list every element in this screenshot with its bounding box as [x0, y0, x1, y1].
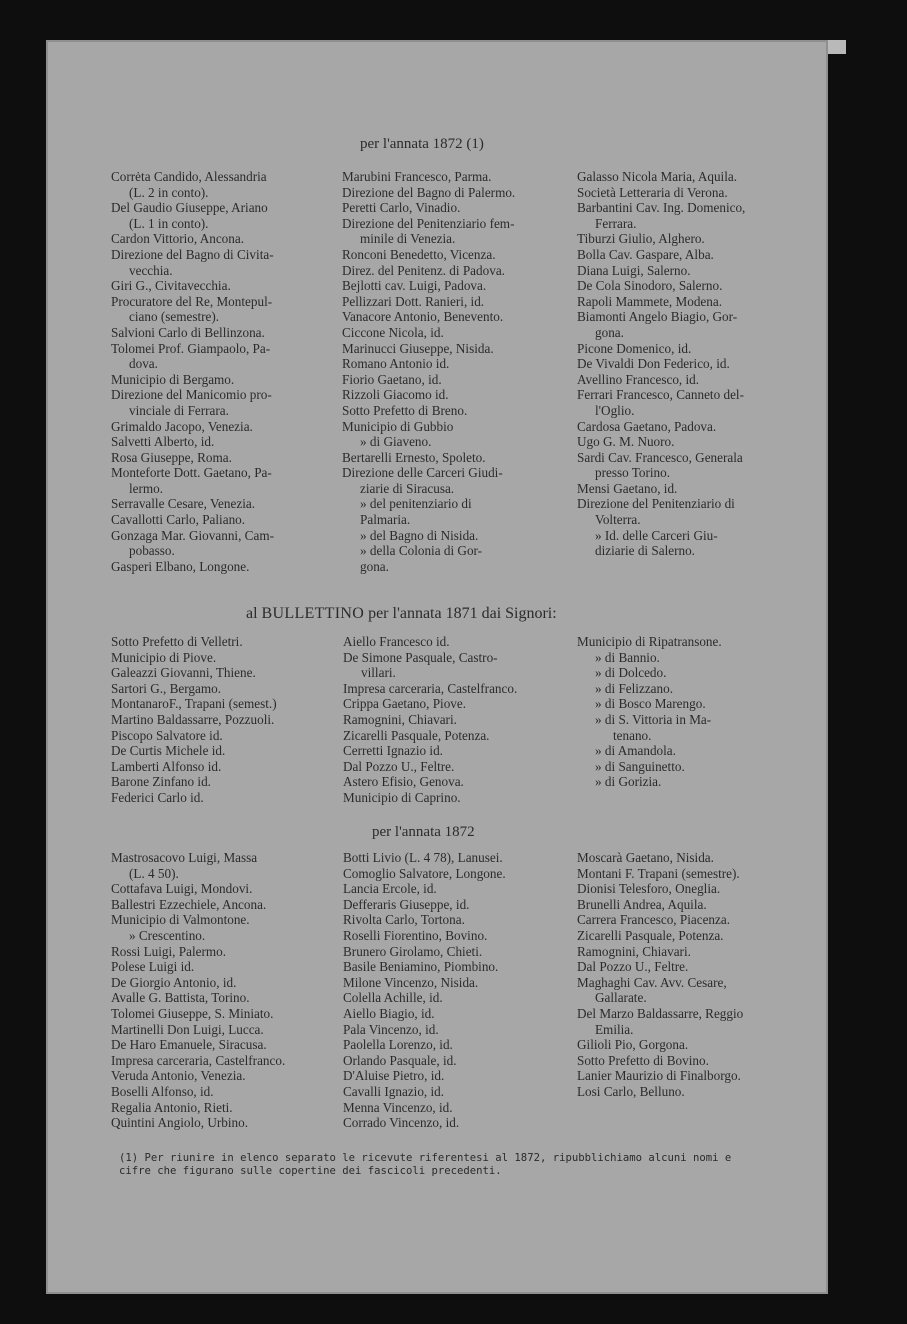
list-entry: Defferaris Giuseppe, id. [343, 896, 470, 912]
list-entry: » del Bagno di Nisida. [360, 527, 479, 543]
list-entry: Comoglio Salvatore, Longone. [343, 865, 506, 881]
list-entry: Gilioli Pio, Gorgona. [577, 1037, 689, 1053]
list-entry: Rivolta Carlo, Tortona. [343, 912, 465, 928]
list-entry: Corrėta Candido, Alessandria [111, 169, 267, 184]
list-entry: Palmaria. [360, 512, 411, 528]
list-entry: Gonzaga Mar. Giovanni, Cam- [111, 527, 274, 543]
list-entry: Gallarate. [595, 990, 647, 1006]
list-entry: Regalia Antonio, Rieti. [111, 1099, 233, 1115]
heading-prefix: al [246, 605, 262, 622]
list-entry: Procuratore del Re, Montepul- [111, 293, 273, 309]
list-entry: Volterra. [595, 512, 641, 528]
list-entry: Direz. del Penitenz. di Padova. [342, 262, 505, 278]
list-entry: Paolella Lorenzo, id. [343, 1037, 453, 1053]
list-entry: Corrado Vincenzo, id. [343, 1115, 460, 1131]
list-entry: Impresa carceraria, Castelfranco. [111, 1052, 286, 1068]
section-heading-1871 [246, 605, 557, 623]
list-entry: Emilia. [595, 1021, 634, 1037]
list-entry: » di Gorizia. [595, 774, 662, 790]
list-entry: l'Oglio. [595, 402, 635, 418]
list-entry: Ugo G. M. Nuoro. [577, 434, 675, 450]
list-entry: (L. 1 in conto). [129, 215, 209, 231]
list-entry: Cavalli Ignazio, id. [343, 1083, 445, 1099]
list-entry: Cavallotti Carlo, Paliano. [111, 512, 246, 528]
list-entry: Romano Antonio id. [342, 356, 450, 372]
list-entry: Martinelli Don Luigi, Lucca. [111, 1021, 264, 1037]
list-entry: Cerretti Ignazio id. [343, 743, 443, 759]
list-entry: Zicarelli Pasquale, Potenza. [577, 927, 724, 943]
list-entry: Dionisi Telesforo, Oneglia. [577, 881, 721, 897]
list-entry: Salvetti Alberto, id. [111, 434, 215, 450]
list-entry: Bolla Cav. Gaspare, Alba. [577, 246, 714, 262]
list-entry: De Curtis Michele id. [111, 743, 226, 759]
list-entry: Peretti Carlo, Vinadio. [342, 200, 461, 216]
list-entry: Impresa carceraria, Castelfranco. [343, 680, 518, 696]
list-entry: Cardosa Gaetano, Padova. [577, 418, 717, 434]
section-heading-1872-second: per l'annata 1872 [372, 824, 475, 840]
list-entry: Roselli Fiorentino, Bovino. [343, 927, 488, 943]
list-entry: Avellino Francesco, id. [577, 371, 700, 387]
list-entry: » della Colonia di Gor- [360, 543, 483, 559]
list-entry: Direzione del Manicomio pro- [111, 387, 272, 403]
list-entry: Gasperi Elbano, Longone. [111, 558, 250, 574]
list-entry: Basile Beniamino, Piombino. [343, 959, 499, 975]
list-entry: Direzione del Bagno di Civita- [111, 246, 274, 262]
list-entry: De Giorgio Antonio, id. [111, 974, 237, 990]
list-entry: Municipio di Gubbio [342, 418, 454, 434]
list-entry: Municipio di Ripatransone. [577, 634, 722, 649]
list-entry: Zicarelli Pasquale, Potenza. [343, 727, 490, 743]
list-entry: » di Felizzano. [595, 680, 674, 696]
list-entry: Direzione delle Carceri Giudi- [342, 465, 503, 481]
list-entry: Pellizzari Dott. Ranieri, id. [342, 293, 485, 309]
list-entry: Bertarelli Ernesto, Spoleto. [342, 449, 486, 465]
list-entry: Pala Vincenzo, id. [343, 1021, 439, 1037]
list-entry: Direzione del Penitenziario fem- [342, 215, 515, 231]
list-entry: Astero Efisio, Genova. [343, 774, 464, 790]
list-entry: De Simone Pasquale, Castro- [343, 649, 498, 665]
list-entry: » del penitenziario di [360, 496, 472, 512]
list-entry: Sardi Cav. Francesco, Generala [577, 449, 743, 465]
footnote-line: cifre che figurano sulle copertine dei fascicoli precedenti. [119, 1165, 502, 1177]
list-entry: vinciale di Ferrara. [129, 402, 229, 418]
list-entry: Monteforte Dott. Gaetano, Pa- [111, 465, 272, 481]
list-entry: Rossi Luigi, Palermo. [111, 943, 227, 959]
list-entry: (L. 2 in conto). [129, 184, 209, 200]
list-entry: Sotto Prefetto di Velletri. [111, 634, 243, 649]
list-entry: lermo. [129, 480, 164, 496]
list-entry: De Haro Emanuele, Siracusa. [111, 1037, 267, 1053]
list-entry: pobasso. [129, 543, 175, 559]
list-entry: Veruda Antonio, Venezia. [111, 1068, 246, 1084]
list-entry: Sotto Prefetto di Breno. [342, 402, 468, 418]
list-entry: Losi Carlo, Belluno. [577, 1083, 685, 1099]
list-entry: Ronconi Benedetto, Vicenza. [342, 246, 496, 262]
list-entry: Lanier Maurizio di Finalborgo. [577, 1068, 741, 1084]
list-entry: Polese Luigi id. [111, 959, 195, 975]
list-entry: Marinucci Giuseppe, Nisida. [342, 340, 494, 356]
list-entry: Galasso Nicola Maria, Aquila. [577, 169, 738, 184]
list-entry: Moscarà Gaetano, Nisida. [577, 850, 714, 865]
list-entry: » di Bannio. [595, 649, 660, 665]
list-entry: Serravalle Cesare, Venezia. [111, 496, 256, 512]
heading-bullettino: BULLETTINO [261, 605, 365, 622]
list-entry: Botti Livio (L. 4 78), Lanusei. [343, 850, 503, 865]
list-entry: Rizzoli Giacomo id. [342, 387, 449, 403]
list-entry: Municipio di Piove. [111, 649, 217, 665]
list-entry: Cardon Vittorio, Ancona. [111, 231, 245, 247]
list-entry: De Cola Sinodoro, Salerno. [577, 278, 723, 294]
list-entry: Ferrari Francesco, Canneto del- [577, 387, 744, 403]
list-entry: Ciccone Nicola, id. [342, 324, 444, 340]
list-entry: Biamonti Angelo Biagio, Gor- [577, 309, 738, 325]
list-entry: Barbantini Cav. Ing. Domenico, [577, 200, 746, 216]
list-entry: Ferrara. [595, 215, 637, 231]
list-entry: Del Gaudio Giuseppe, Ariano [111, 200, 268, 216]
list-entry: Lamberti Alfonso id. [111, 758, 222, 774]
list-entry: De Vivaldi Don Federico, id. [577, 356, 730, 372]
list-entry: Dal Pozzo U., Feltre. [343, 758, 455, 774]
list-entry: Boselli Alfonso, id. [111, 1083, 214, 1099]
list-entry: tenano. [613, 727, 652, 743]
list-entry: Milone Vincenzo, Nisida. [343, 974, 479, 990]
list-entry: Salvioni Carlo di Bellinzona. [111, 324, 265, 340]
list-entry: Municipio di Valmontone. [111, 912, 250, 928]
list-entry: minile di Venezia. [360, 231, 456, 247]
list-entry: Federici Carlo id. [111, 789, 204, 805]
list-entry: Marubini Francesco, Parma. [342, 169, 492, 184]
list-entry: » Id. delle Carceri Giu- [595, 527, 718, 543]
list-entry: Montani F. Trapani (semestre). [577, 865, 740, 881]
list-entry: Dal Pozzo U., Feltre. [577, 959, 689, 975]
list-entry: Crippa Gaetano, Piove. [343, 696, 467, 712]
list-entry: Picone Domenico, id. [577, 340, 692, 356]
list-entry: Diana Luigi, Salerno. [577, 262, 691, 278]
footnote [119, 1152, 809, 1178]
list-entry: Carrera Francesco, Piacenza. [577, 912, 731, 928]
list-entry: Maghaghi Cav. Avv. Cesare, [577, 974, 727, 990]
list-entry: vecchia. [129, 262, 173, 278]
mid-column-1 [111, 634, 341, 806]
list-entry: Piscopo Salvatore id. [111, 727, 223, 743]
heading-suffix: per l'annata 1871 dai Signori: [364, 605, 557, 622]
list-entry: Cottafava Luigi, Mondovi. [111, 881, 253, 897]
list-entry: Mensi Gaetano, id. [577, 480, 678, 496]
mid-column-3 [577, 634, 809, 790]
list-entry: gona. [595, 324, 624, 340]
list-entry: Tolomei Prof. Giampaolo, Pa- [111, 340, 271, 356]
list-entry: Bejlotti cav. Luigi, Padova. [342, 278, 487, 294]
list-entry: » di S. Vittoria in Ma- [595, 711, 712, 727]
list-entry: Aiello Francesco id. [343, 634, 450, 649]
list-entry: Lancia Ercole, id. [343, 881, 437, 897]
list-entry: MontanaroF., Trapani (semest.) [111, 696, 277, 712]
list-entry: Grimaldo Jacopo, Venezia. [111, 418, 253, 434]
section-heading-1872: per l'annata 1872 (1) [360, 136, 484, 152]
list-entry: Ramognini, Chiavari. [343, 711, 457, 727]
list-entry: Brunelli Andrea, Aquila. [577, 896, 707, 912]
list-entry: Colella Achille, id. [343, 990, 443, 1006]
list-entry: Ramognini, Chiavari. [577, 943, 691, 959]
list-entry: Municipio di Caprino. [343, 789, 461, 805]
list-entry: dova. [129, 356, 158, 372]
list-entry: Rosa Giuseppe, Roma. [111, 449, 232, 465]
list-entry: Tolomei Giuseppe, S. Miniato. [111, 1005, 274, 1021]
list-entry: Direzione del Penitenziario di [577, 496, 735, 512]
top-column-1 [111, 169, 341, 574]
list-entry: Sotto Prefetto di Bovino. [577, 1052, 709, 1068]
top-column-3 [577, 169, 809, 559]
footnote-line: (1) Per riunire in elenco separato le ricevute riferentesi al 1872, ripubblichiamo alcuni nomi e [119, 1152, 732, 1164]
list-entry: D'Aluise Pietro, id. [343, 1068, 445, 1084]
list-entry: Galeazzi Giovanni, Thiene. [111, 665, 256, 681]
mid-column-2 [343, 634, 575, 806]
list-entry: Direzione del Bagno di Palermo. [342, 184, 516, 200]
list-entry: presso Torino. [595, 465, 671, 481]
list-entry: Brunero Girolamo, Chieti. [343, 943, 483, 959]
list-entry: Quintini Angiolo, Urbino. [111, 1115, 249, 1131]
list-entry: Ballestri Ezzechiele, Ancona. [111, 896, 267, 912]
list-entry: » di Sanguinetto. [595, 758, 685, 774]
list-entry: ciano (semestre). [129, 309, 220, 325]
list-entry: Società Letteraria di Verona. [577, 184, 728, 200]
list-entry: » di Amandola. [595, 743, 676, 759]
list-entry: » di Giaveno. [360, 434, 432, 450]
list-entry: Tiburzi Giulio, Alghero. [577, 231, 705, 247]
list-entry: Fiorio Gaetano, id. [342, 371, 442, 387]
list-entry: Vanacore Antonio, Benevento. [342, 309, 504, 325]
list-entry: (L. 4 50). [129, 865, 179, 881]
list-entry: Menna Vincenzo, id. [343, 1099, 453, 1115]
list-entry: diziarie di Salerno. [595, 543, 695, 559]
list-entry: gona. [360, 558, 389, 574]
list-entry: Avalle G. Battista, Torino. [111, 990, 250, 1006]
list-entry: » di Dolcedo. [595, 665, 667, 681]
list-entry: Martino Baldassarre, Pozzuoli. [111, 711, 275, 727]
list-entry: Aiello Biagio, id. [343, 1005, 435, 1021]
list-entry: » di Bosco Marengo. [595, 696, 706, 712]
bottom-column-1 [111, 850, 341, 1131]
list-entry: Del Marzo Baldassarre, Reggio [577, 1005, 744, 1021]
bottom-column-2 [343, 850, 575, 1131]
list-entry: Giri G., Civitavecchia. [111, 278, 231, 294]
top-column-2 [342, 169, 574, 574]
list-entry: ziarie di Siracusa. [360, 480, 455, 496]
list-entry: Orlando Pasquale, id. [343, 1052, 457, 1068]
list-entry: » Crescentino. [129, 927, 206, 943]
list-entry: villari. [361, 665, 396, 681]
list-entry: Barone Zinfano id. [111, 774, 211, 790]
list-entry: Municipio di Bergamo. [111, 371, 235, 387]
list-entry: Mastrosacovo Luigi, Massa [111, 850, 258, 865]
bottom-column-3 [577, 850, 809, 1100]
list-entry: Rapoli Mammete, Modena. [577, 293, 723, 309]
list-entry: Sartori G., Bergamo. [111, 680, 222, 696]
